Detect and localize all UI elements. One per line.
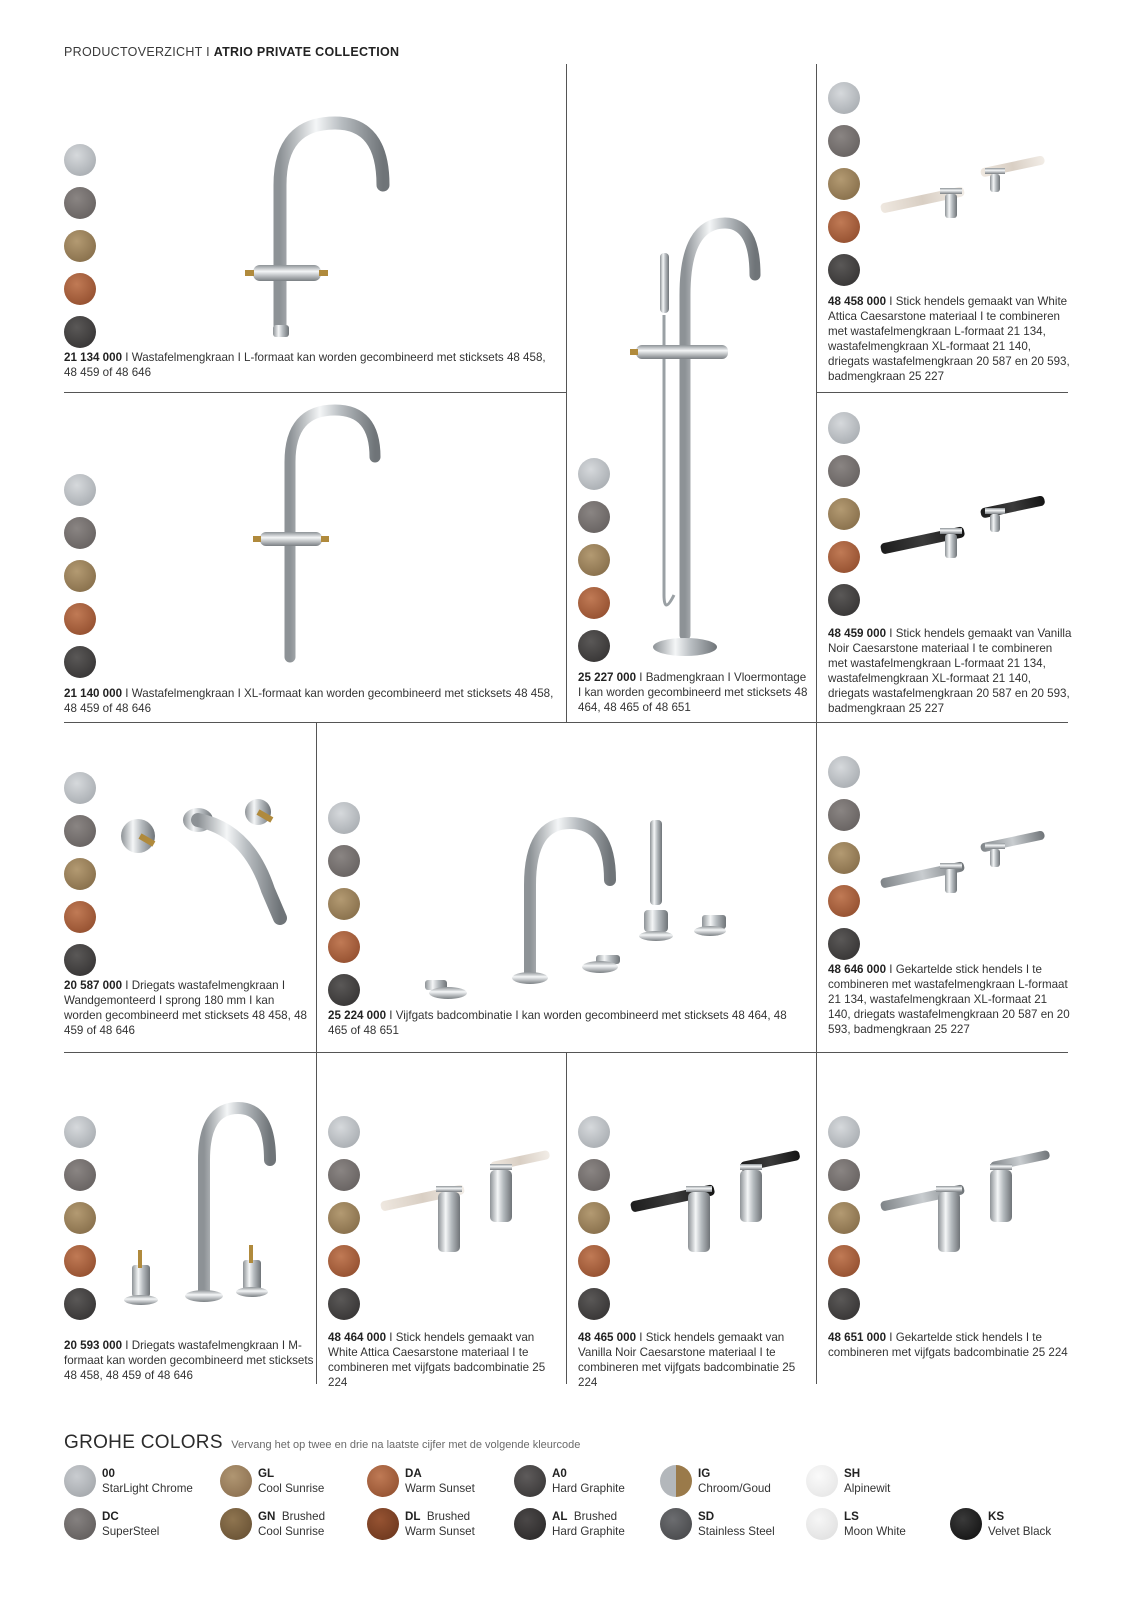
color-name: Velvet Black bbox=[988, 1525, 1052, 1538]
swatch-warm-sunset bbox=[828, 1245, 860, 1277]
product-description: I Driegats wastafelmengkraan I M-formaat kan worden gecombineerd met sticksets 48 458, 48 459 of 48 646 bbox=[64, 1339, 314, 1382]
swatch-supersteel bbox=[64, 815, 96, 847]
color-key-da bbox=[367, 1465, 475, 1497]
swatch-cool-sunrise bbox=[64, 560, 96, 592]
faucet-image-21134 bbox=[235, 115, 405, 345]
caption-48459 bbox=[828, 626, 1072, 716]
handles-image-48459 bbox=[880, 490, 1060, 570]
colors-legend-title bbox=[64, 1432, 580, 1454]
swatch-cool-sunrise bbox=[64, 230, 96, 262]
color-dot bbox=[806, 1465, 838, 1497]
product-description: I Gekartelde stick hendels I te combineren met wastafelmengkraan L-formaat 21 134, wastafelmengkraan XL-formaat 21 140, driegats wastafelmengkraan 20 587 en 20 593, badmengkraan 25 227 bbox=[828, 963, 1070, 1036]
swatch-hard-graphite bbox=[64, 646, 96, 678]
swatch-supersteel bbox=[828, 1159, 860, 1191]
product-code: 25 227 000 bbox=[578, 671, 637, 684]
swatch-warm-sunset bbox=[828, 211, 860, 243]
color-code: LS bbox=[844, 1510, 859, 1523]
color-finish: Brushed bbox=[426, 1510, 471, 1523]
color-key-ks bbox=[950, 1508, 1051, 1540]
swatch-hard-graphite bbox=[328, 974, 360, 1006]
swatch-supersteel bbox=[64, 1159, 96, 1191]
product-code: 48 651 000 bbox=[828, 1331, 887, 1344]
swatch-supersteel bbox=[64, 517, 96, 549]
color-name: SuperSteel bbox=[102, 1525, 160, 1538]
product-code: 48 459 000 bbox=[828, 627, 887, 640]
swatch-cool-sunrise bbox=[828, 842, 860, 874]
product-description: I Stick hendels gemaakt van Vanilla Noir Caesarstone materiaal I te combineren met vijfgats badcombinatie 25 224 bbox=[578, 1331, 796, 1389]
faucet-image-25227 bbox=[630, 215, 770, 660]
color-code: AL bbox=[552, 1510, 568, 1523]
color-code: GN bbox=[258, 1510, 276, 1523]
color-dot bbox=[367, 1508, 399, 1540]
color-dot bbox=[806, 1508, 838, 1540]
swatch-hard-graphite bbox=[828, 1288, 860, 1320]
color-name: Warm Sunset bbox=[405, 1525, 475, 1538]
product-description: I Stick hendels gemaakt van White Attica Caesarstone materiaal I te combineren met vijfgats badcombinatie 25 224 bbox=[328, 1331, 546, 1389]
color-swatches bbox=[64, 1116, 96, 1320]
swatch-hard-graphite bbox=[328, 1288, 360, 1320]
swatch-cool-sunrise bbox=[828, 1202, 860, 1234]
swatch-warm-sunset bbox=[578, 1245, 610, 1277]
swatch-supersteel bbox=[828, 455, 860, 487]
swatch-hard-graphite bbox=[828, 254, 860, 286]
swatch-supersteel bbox=[828, 125, 860, 157]
color-code: DC bbox=[102, 1510, 119, 1523]
handles-image-48465 bbox=[630, 1148, 810, 1268]
color-code: KS bbox=[988, 1510, 1005, 1523]
product-description: I Vijfgats badcombinatie I kan worden gecombineerd met sticksets 48 464, 48 465 of 48 651 bbox=[328, 1009, 787, 1037]
color-code: IG bbox=[698, 1467, 711, 1480]
color-swatches bbox=[64, 144, 96, 348]
swatch-chrome bbox=[328, 802, 360, 834]
swatch-hard-graphite bbox=[828, 584, 860, 616]
product-code: 21 140 000 bbox=[64, 687, 123, 700]
color-name: Alpinewit bbox=[844, 1482, 891, 1495]
color-swatches bbox=[828, 412, 860, 616]
color-code: GL bbox=[258, 1467, 275, 1480]
grid-divider bbox=[64, 1052, 1068, 1053]
swatch-cool-sunrise bbox=[64, 1202, 96, 1234]
handles-image-48464 bbox=[380, 1148, 560, 1268]
product-description: I Wastafelmengkraan I XL-formaat kan worden gecombineerd met sticksets 48 458, 48 459 of 48 646 bbox=[64, 687, 554, 715]
swatch-hard-graphite bbox=[64, 316, 96, 348]
color-code: DA bbox=[405, 1467, 422, 1480]
product-code: 48 458 000 bbox=[828, 295, 887, 308]
color-name: Hard Graphite bbox=[552, 1525, 625, 1538]
product-code: 48 464 000 bbox=[328, 1331, 387, 1344]
color-name: Stainless Steel bbox=[698, 1525, 775, 1538]
swatch-cool-sunrise bbox=[328, 1202, 360, 1234]
swatch-cool-sunrise bbox=[64, 858, 96, 890]
color-key-al bbox=[514, 1508, 625, 1540]
swatch-chrome bbox=[578, 458, 610, 490]
product-description: I Driegats wastafelmengkraan I Wandgemonteerd I sprong 180 mm I kan worden gecombineerd met sticksets 48 458, 48 459 of 48 646 bbox=[64, 979, 307, 1037]
page-header bbox=[64, 45, 399, 59]
swatch-hard-graphite bbox=[578, 630, 610, 662]
grid-divider bbox=[566, 1052, 567, 1384]
faucet-image-25224 bbox=[420, 815, 750, 1005]
header-title: ATRIO PRIVATE COLLECTION bbox=[213, 45, 400, 59]
product-description: I Stick hendels gemaakt van White Attica Caesarstone materiaal I te combineren met wastafelmengkraan L-formaat 21 134, wastafelmengkraan XL-formaat 21 140, driegats wastafelmengkraan 20 587 en 20 593, badmengkraan 25 227 bbox=[828, 295, 1070, 383]
color-key-dc bbox=[64, 1508, 159, 1540]
color-finish: Brushed bbox=[281, 1510, 326, 1523]
color-swatches bbox=[328, 1116, 360, 1320]
caption-25224 bbox=[328, 1008, 808, 1038]
swatch-chrome bbox=[828, 412, 860, 444]
swatch-hard-graphite bbox=[578, 1288, 610, 1320]
product-code: 48 465 000 bbox=[578, 1331, 637, 1344]
color-dot bbox=[950, 1508, 982, 1540]
faucet-image-20593 bbox=[118, 1100, 298, 1315]
caption-21134 bbox=[64, 350, 554, 380]
swatch-hard-graphite bbox=[828, 928, 860, 960]
color-dot bbox=[64, 1508, 96, 1540]
color-name: Cool Sunrise bbox=[258, 1525, 325, 1538]
color-name: Warm Sunset bbox=[405, 1482, 475, 1495]
grid-divider bbox=[316, 722, 317, 1384]
color-dot bbox=[514, 1465, 546, 1497]
color-key-ig bbox=[660, 1465, 771, 1497]
color-name: Hard Graphite bbox=[552, 1482, 625, 1495]
swatch-warm-sunset bbox=[64, 273, 96, 305]
color-key-a0 bbox=[514, 1465, 625, 1497]
handles-image-48651 bbox=[880, 1148, 1060, 1268]
swatch-hard-graphite bbox=[64, 944, 96, 976]
swatch-chrome bbox=[828, 756, 860, 788]
swatch-hard-graphite bbox=[64, 1288, 96, 1320]
swatch-supersteel bbox=[578, 1159, 610, 1191]
grid-divider bbox=[816, 392, 1068, 393]
color-dot bbox=[220, 1508, 252, 1540]
swatch-supersteel bbox=[328, 1159, 360, 1191]
colors-title: GROHE COLORS bbox=[64, 1432, 223, 1453]
color-code: DL bbox=[405, 1510, 421, 1523]
product-description: I Wastafelmengkraan I L-formaat kan worden gecombineerd met sticksets 48 458, 48 459 of 48 646 bbox=[64, 351, 546, 379]
caption-21140 bbox=[64, 686, 564, 716]
swatch-supersteel bbox=[328, 845, 360, 877]
product-code: 20 587 000 bbox=[64, 979, 123, 992]
color-dot bbox=[660, 1508, 692, 1540]
color-code: A0 bbox=[552, 1467, 567, 1480]
faucet-image-20587 bbox=[118, 800, 298, 925]
swatch-cool-sunrise bbox=[578, 1202, 610, 1234]
caption-25227 bbox=[578, 670, 808, 715]
color-name: StarLight Chrome bbox=[102, 1482, 193, 1495]
grid-divider bbox=[64, 722, 1068, 723]
swatch-chrome bbox=[828, 1116, 860, 1148]
color-finish: Brushed bbox=[573, 1510, 618, 1523]
swatch-cool-sunrise bbox=[828, 168, 860, 200]
color-swatches bbox=[578, 1116, 610, 1320]
color-key-dl bbox=[367, 1508, 475, 1540]
colors-subtitle: Vervang het op twee en drie na laatste cijfer met de volgende kleurcode bbox=[231, 1439, 581, 1451]
product-description: I Badmengkraan I Vloermontage I kan worden gecombineerd met sticksets 48 464, 48 465 of 48 651 bbox=[578, 671, 808, 714]
product-description: I Gekartelde stick hendels I te combineren met vijfgats badcombinatie 25 224 bbox=[828, 1331, 1068, 1359]
color-dot bbox=[64, 1465, 96, 1497]
color-key-00 bbox=[64, 1465, 193, 1497]
caption-48464 bbox=[328, 1330, 564, 1390]
swatch-warm-sunset bbox=[64, 901, 96, 933]
header-prefix: PRODUCTOVERZICHT I bbox=[64, 45, 210, 59]
swatch-warm-sunset bbox=[578, 587, 610, 619]
product-description: I Stick hendels gemaakt van Vanilla Noir Caesarstone materiaal I te combineren met wastafelmengkraan L-formaat 21 134, wastafelmengkraan XL-formaat 21 140, driegats wastafelmengkraan 20 587 en 20 593, badmengkraan 25 227 bbox=[828, 627, 1072, 715]
color-key-sh bbox=[806, 1465, 890, 1497]
color-dot bbox=[367, 1465, 399, 1497]
color-swatches bbox=[578, 458, 610, 662]
grid-divider bbox=[566, 64, 567, 722]
swatch-warm-sunset bbox=[328, 1245, 360, 1277]
color-dot bbox=[220, 1465, 252, 1497]
color-swatches bbox=[64, 474, 96, 678]
swatch-cool-sunrise bbox=[828, 498, 860, 530]
swatch-chrome bbox=[828, 82, 860, 114]
caption-20593 bbox=[64, 1338, 314, 1383]
color-name: Moon White bbox=[844, 1525, 906, 1538]
swatch-chrome bbox=[328, 1116, 360, 1148]
caption-48465 bbox=[578, 1330, 814, 1390]
product-code: 48 646 000 bbox=[828, 963, 887, 976]
swatch-supersteel bbox=[578, 501, 610, 533]
caption-48646 bbox=[828, 962, 1072, 1037]
swatch-chrome bbox=[64, 144, 96, 176]
product-code: 25 224 000 bbox=[328, 1009, 387, 1022]
color-name: Cool Sunrise bbox=[258, 1482, 325, 1495]
faucet-image-21140 bbox=[245, 402, 395, 667]
color-dot bbox=[514, 1508, 546, 1540]
caption-48651 bbox=[828, 1330, 1072, 1360]
caption-20587 bbox=[64, 978, 314, 1038]
color-code: SH bbox=[844, 1467, 861, 1480]
swatch-cool-sunrise bbox=[328, 888, 360, 920]
handles-image-48458 bbox=[880, 150, 1060, 230]
swatch-warm-sunset bbox=[828, 541, 860, 573]
color-swatches bbox=[828, 1116, 860, 1320]
grid-divider bbox=[64, 392, 566, 393]
color-name: Chroom/Goud bbox=[698, 1482, 771, 1495]
color-dot bbox=[660, 1465, 692, 1497]
caption-48458 bbox=[828, 294, 1072, 384]
swatch-warm-sunset bbox=[828, 885, 860, 917]
swatch-cool-sunrise bbox=[578, 544, 610, 576]
color-swatches bbox=[64, 772, 96, 976]
swatch-warm-sunset bbox=[64, 1245, 96, 1277]
swatch-supersteel bbox=[828, 799, 860, 831]
product-code: 20 593 000 bbox=[64, 1339, 123, 1352]
swatch-chrome bbox=[64, 772, 96, 804]
color-key-gl bbox=[220, 1465, 324, 1497]
swatch-chrome bbox=[64, 1116, 96, 1148]
color-swatches bbox=[828, 756, 860, 960]
handles-image-48646 bbox=[880, 825, 1060, 905]
swatch-supersteel bbox=[64, 187, 96, 219]
color-code: 00 bbox=[102, 1467, 115, 1480]
swatch-chrome bbox=[64, 474, 96, 506]
swatch-warm-sunset bbox=[64, 603, 96, 635]
color-swatches bbox=[828, 82, 860, 286]
grid-divider bbox=[816, 64, 817, 1384]
color-key-gn bbox=[220, 1508, 325, 1540]
swatch-chrome bbox=[578, 1116, 610, 1148]
color-key-sd bbox=[660, 1508, 775, 1540]
product-code: 21 134 000 bbox=[64, 351, 123, 364]
color-code: SD bbox=[698, 1510, 715, 1523]
swatch-warm-sunset bbox=[328, 931, 360, 963]
color-swatches bbox=[328, 802, 360, 1006]
color-key-ls bbox=[806, 1508, 906, 1540]
